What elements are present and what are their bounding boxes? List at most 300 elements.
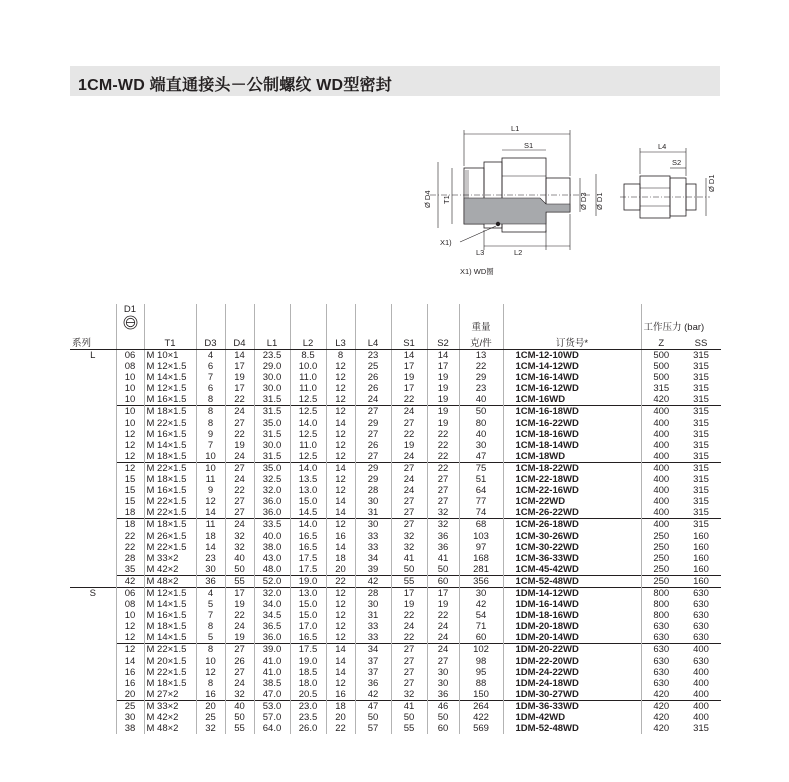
cell-d4: 50: [225, 712, 254, 723]
cell-d3: 9: [196, 485, 225, 496]
table-row: [70, 689, 721, 701]
cell-series: [70, 361, 116, 372]
table-row: [70, 542, 721, 553]
cell-weight: 102: [459, 644, 503, 656]
cell-s1: 22: [391, 632, 427, 644]
cell-order-number: 1CM-22-16WD: [503, 485, 641, 496]
cell-l3: 12: [326, 394, 355, 406]
cell-l1: 57.0: [254, 712, 290, 723]
cell-l1: 36.0: [254, 507, 290, 519]
cell-l4: 25: [355, 361, 391, 372]
label-d4: Ø D4: [423, 190, 432, 208]
cell-series: S: [70, 587, 116, 599]
cell-d1: 10: [116, 418, 144, 429]
cell-weight: 98: [459, 656, 503, 667]
label-d1-side: Ø D1: [707, 174, 716, 192]
cell-d4: 17: [225, 383, 254, 394]
cell-weight: 569: [459, 723, 503, 734]
cell-d1: 12: [116, 632, 144, 644]
cell-l4: 30: [355, 599, 391, 610]
cell-s1: 50: [391, 564, 427, 576]
cell-l1: 36.5: [254, 621, 290, 632]
cell-pressure-z: 250: [641, 531, 681, 542]
table-row: [70, 383, 721, 394]
cell-l2: 12.5: [290, 451, 326, 463]
cell-t1: M 27×2: [144, 689, 196, 701]
cell-series: [70, 656, 116, 667]
cell-t1: M 22×1.5: [144, 542, 196, 553]
label-t1: T1: [442, 195, 451, 204]
cell-weight: 42: [459, 599, 503, 610]
cell-t1: M 33×2: [144, 700, 196, 712]
cell-l3: 22: [326, 723, 355, 734]
table-row: [70, 394, 721, 406]
cell-d3: 25: [196, 712, 225, 723]
cell-s1: 27: [391, 418, 427, 429]
cell-l3: 12: [326, 599, 355, 610]
cell-pressure-ss: 315: [693, 350, 709, 361]
cell-pressure-ss: 160: [693, 541, 709, 553]
cell-l3: 14: [326, 496, 355, 507]
cell-l2: 12.5: [290, 406, 326, 418]
cell-l4: 26: [355, 383, 391, 394]
table-row: [70, 723, 721, 734]
cell-d4: 27: [225, 667, 254, 678]
cell-d4: 32: [225, 531, 254, 542]
cell-d4: 22: [225, 394, 254, 406]
spec-table-body: [70, 350, 721, 735]
cell-pressure-z: 420: [641, 712, 681, 723]
cell-d1: 18: [116, 519, 144, 531]
table-row: [70, 440, 721, 451]
cell-s2: 22: [427, 440, 459, 451]
cell-d3: 10: [196, 656, 225, 667]
cell-l3: 18: [326, 553, 355, 564]
cell-pressure-ss: 630: [693, 610, 709, 622]
cell-pressure-z: 400: [641, 519, 681, 531]
cell-d1: 16: [116, 667, 144, 678]
table-row: [70, 564, 721, 576]
cell-pressure-z: 420: [641, 700, 681, 712]
cell-pressure-z: 800: [641, 599, 681, 610]
cell-series: [70, 440, 116, 451]
cell-pressure-ss: 160: [681, 575, 721, 587]
cell-d3: 8: [196, 406, 225, 418]
cell-d1: 15: [116, 474, 144, 485]
cell-l2: 23.0: [290, 700, 326, 712]
cell-l1: 23.5: [254, 350, 290, 362]
cell-order-number: 1CM-45-42WD: [503, 564, 641, 576]
cell-order-number: 1CM-12-10WD: [503, 350, 641, 362]
cell-d4: 19: [225, 372, 254, 383]
cell-pressure-ss: 160: [693, 563, 709, 575]
cell-pressure-ss: 400: [693, 677, 709, 689]
cell-pressure-ss: 315: [693, 372, 709, 384]
cell-pressure-ss: 630: [693, 655, 709, 667]
cell-weight: 29: [459, 372, 503, 383]
cell-l4: 33: [355, 531, 391, 542]
cell-d1: 12: [116, 621, 144, 632]
cell-pressure-ss: 630: [693, 632, 709, 644]
cell-d3: 8: [196, 621, 225, 632]
cell-order-number: 1CM-14-12WD: [503, 361, 641, 372]
cell-l1: 47.0: [254, 689, 290, 701]
cell-order-number: 1CM-30-26WD: [503, 531, 641, 542]
cell-order-number: 1CM-18-22WD: [503, 462, 641, 474]
cell-s1: 22: [391, 610, 427, 621]
cell-s2: 60: [427, 575, 459, 587]
cell-d3: 7: [196, 440, 225, 451]
cell-d1: 12: [116, 462, 144, 474]
cell-l1: 31.5: [254, 406, 290, 418]
cell-d1: 15: [116, 496, 144, 507]
cell-l2: 17.0: [290, 621, 326, 632]
cell-series: [70, 610, 116, 621]
table-row: [70, 656, 721, 667]
cell-l3: 18: [326, 700, 355, 712]
cell-order-number: 1CM-16WD: [503, 394, 641, 406]
cell-pressure-ss: 315: [693, 485, 709, 497]
cell-l1: 53.0: [254, 700, 290, 712]
cell-l4: 57: [355, 723, 391, 734]
cell-t1: M 16×1.5: [144, 610, 196, 621]
cell-order-number: 1CM-22WD: [503, 496, 641, 507]
cell-weight: 103: [459, 531, 503, 542]
cell-l4: 26: [355, 372, 391, 383]
cell-s1: 41: [391, 700, 427, 712]
cell-d3: 32: [196, 723, 225, 734]
cell-order-number: 1CM-18-16WD: [503, 429, 641, 440]
cell-order-number: 1DM-36-33WD: [503, 700, 641, 712]
cell-l4: 50: [355, 712, 391, 723]
cell-l3: 12: [326, 678, 355, 689]
cell-l1: 43.0: [254, 553, 290, 564]
cell-l4: 27: [355, 406, 391, 418]
cell-s2: 60: [427, 723, 459, 734]
cell-l4: 42: [355, 689, 391, 701]
cell-order-number: 1DM-20-18WD: [503, 621, 641, 632]
cell-pressure-z: 420: [641, 723, 681, 734]
col-d1-label: D1: [123, 304, 137, 315]
cell-d3: 16: [196, 689, 225, 701]
cell-series: [70, 519, 116, 531]
cell-d3: 11: [196, 519, 225, 531]
cell-l2: 14.0: [290, 462, 326, 474]
cell-s1: 17: [391, 383, 427, 394]
cell-s1: 24: [391, 474, 427, 485]
cell-pressure-z: 400: [641, 496, 681, 507]
cell-t1: M 20×1.5: [144, 656, 196, 667]
cell-weight: 50: [459, 406, 503, 418]
cell-d1: 06: [116, 587, 144, 599]
table-row: [70, 531, 721, 542]
cell-l3: 12: [326, 406, 355, 418]
cell-d4: 17: [225, 361, 254, 372]
col-l3: L3: [326, 333, 355, 350]
cell-order-number: 1CM-30-22WD: [503, 542, 641, 553]
col-series: 系列: [70, 333, 116, 350]
cell-pressure-z: 400: [641, 485, 681, 496]
table-row: [70, 350, 721, 362]
cell-pressure-ss: 315: [681, 519, 721, 531]
cell-l2: 10.0: [290, 361, 326, 372]
cell-t1: M 22×1.5: [144, 507, 196, 519]
cell-order-number: 1DM-42WD: [503, 712, 641, 723]
cell-l1: 38.0: [254, 542, 290, 553]
col-order: 订货号*: [503, 333, 641, 350]
cell-l2: 17.5: [290, 564, 326, 576]
table-row: [70, 519, 721, 531]
cell-t1: M 22×1.5: [144, 418, 196, 429]
cell-l4: 30: [355, 496, 391, 507]
cell-pressure-ss: 400: [693, 712, 709, 723]
cell-weight: 281: [459, 564, 503, 576]
table-row: [70, 712, 721, 723]
cell-s2: 46: [427, 700, 459, 712]
cell-weight: 23: [459, 383, 503, 394]
cell-series: [70, 429, 116, 440]
cell-s1: 19: [391, 372, 427, 383]
table-row: [70, 507, 721, 519]
cell-d3: 7: [196, 372, 225, 383]
cell-order-number: 1DM-24-18WD: [503, 678, 641, 689]
cell-l3: 12: [326, 621, 355, 632]
cell-l3: 14: [326, 667, 355, 678]
label-s1: S1: [524, 141, 534, 150]
table-row: [70, 418, 721, 429]
cell-d4: 40: [225, 553, 254, 564]
cell-series: [70, 712, 116, 723]
label-d1: Ø D1: [595, 192, 604, 210]
cell-l3: 20: [326, 712, 355, 723]
cell-d3: 5: [196, 599, 225, 610]
cell-series: [70, 474, 116, 485]
col-ss: SS: [681, 333, 721, 350]
cell-l3: 12: [326, 632, 355, 644]
cell-s2: 24: [427, 632, 459, 644]
cell-l2: 16.5: [290, 531, 326, 542]
cell-l1: 41.0: [254, 667, 290, 678]
cell-s1: 19: [391, 440, 427, 451]
cell-l2: 17.5: [290, 553, 326, 564]
table-row: [70, 575, 721, 587]
cell-s1: 27: [391, 656, 427, 667]
cell-pressure-z: 800: [641, 610, 681, 621]
cell-pressure-ss: 315: [693, 496, 709, 508]
cell-l2: 16.5: [290, 632, 326, 644]
cell-l3: 8: [326, 350, 355, 362]
cell-d1: 18: [116, 507, 144, 519]
cell-d1: 22: [116, 542, 144, 553]
x1-leader: [460, 226, 496, 242]
cell-d1: 22: [116, 531, 144, 542]
cell-t1: M 14×1.5: [144, 440, 196, 451]
cell-series: [70, 531, 116, 542]
label-s2: S2: [672, 158, 682, 167]
cell-l3: 12: [326, 361, 355, 372]
cell-series: [70, 507, 116, 519]
cell-pressure-z: 250: [641, 564, 681, 576]
cell-l2: 15.0: [290, 610, 326, 621]
cell-t1: M 16×1.5: [144, 485, 196, 496]
cell-s2: 19: [427, 383, 459, 394]
cell-pressure-z: 630: [641, 656, 681, 667]
cell-t1: M 22×1.5: [144, 496, 196, 507]
cell-l1: 30.0: [254, 383, 290, 394]
cell-s2: 19: [427, 372, 459, 383]
cell-l2: 14.0: [290, 519, 326, 531]
cell-s2: 17: [427, 361, 459, 372]
cell-weight: 64: [459, 485, 503, 496]
cell-series: [70, 485, 116, 496]
cell-d4: 22: [225, 610, 254, 621]
page-title: 1CM-WD 端直通接头－公制螺纹 WD型密封: [78, 77, 392, 94]
cell-pressure-z: 400: [641, 406, 681, 418]
cell-weight: 97: [459, 542, 503, 553]
cell-d1: 12: [116, 440, 144, 451]
cell-series: [70, 564, 116, 576]
cell-pressure-ss: 315: [693, 450, 709, 462]
cell-d4: 24: [225, 474, 254, 485]
cell-l3: 12: [326, 429, 355, 440]
cell-d1: 42: [116, 575, 144, 587]
cell-l2: 17.5: [290, 644, 326, 656]
cell-pressure-z: 420: [641, 689, 681, 701]
cell-l2: 11.0: [290, 440, 326, 451]
col-l4: L4: [355, 333, 391, 350]
cell-l4: 31: [355, 507, 391, 519]
cell-t1: M 16×1.5: [144, 394, 196, 406]
cell-d1: 25: [116, 700, 144, 712]
cell-weight: 80: [459, 418, 503, 429]
label-d3: Ø D3: [579, 192, 588, 210]
technical-drawing: [400, 118, 730, 283]
cell-d4: 50: [225, 564, 254, 576]
cell-l2: 12.5: [290, 429, 326, 440]
cell-d3: 36: [196, 575, 225, 587]
cell-t1: M 22×1.5: [144, 644, 196, 656]
cell-d4: 24: [225, 621, 254, 632]
cell-order-number: 1DM-30-27WD: [503, 689, 641, 701]
cell-t1: M 48×2: [144, 575, 196, 587]
cell-d3: 10: [196, 462, 225, 474]
label-l1: L1: [511, 124, 520, 133]
cell-l3: 14: [326, 656, 355, 667]
cell-s1: 17: [391, 587, 427, 599]
cell-d3: 8: [196, 644, 225, 656]
cell-l3: 16: [326, 531, 355, 542]
table-row: [70, 553, 721, 564]
cell-d3: 8: [196, 394, 225, 406]
cell-s2: 22: [427, 429, 459, 440]
cell-series: [70, 700, 116, 712]
cell-order-number: 1CM-16-14WD: [503, 372, 641, 383]
cell-series: [70, 496, 116, 507]
cell-pressure-ss: 630: [681, 587, 721, 599]
cell-d3: 8: [196, 418, 225, 429]
cell-l3: 12: [326, 610, 355, 621]
cell-s1: 27: [391, 678, 427, 689]
section-hatch: [464, 198, 570, 224]
cell-s2: 19: [427, 418, 459, 429]
cell-s1: 17: [391, 361, 427, 372]
cell-series: [70, 667, 116, 678]
cell-order-number: 1DM-52-48WD: [503, 723, 641, 734]
cell-t1: M 48×2: [144, 723, 196, 734]
cell-l2: 13.0: [290, 485, 326, 496]
cell-l4: 47: [355, 700, 391, 712]
cell-pressure-z: 630: [641, 678, 681, 689]
cell-pressure-z: 630: [641, 644, 681, 656]
cell-d1: 35: [116, 564, 144, 576]
cell-l2: 26.0: [290, 723, 326, 734]
cell-s2: 19: [427, 406, 459, 418]
cell-d3: 23: [196, 553, 225, 564]
cell-d4: 55: [225, 723, 254, 734]
cell-l1: 39.0: [254, 644, 290, 656]
cell-l1: 52.0: [254, 575, 290, 587]
cell-t1: M 22×1.5: [144, 462, 196, 474]
cell-s2: 30: [427, 667, 459, 678]
cell-pressure-z: 500: [641, 350, 681, 362]
cell-pressure-z: 400: [641, 418, 681, 429]
cell-l1: 33.5: [254, 519, 290, 531]
cell-weight: 168: [459, 553, 503, 564]
cell-d4: 32: [225, 689, 254, 701]
cell-pressure-z: 250: [641, 542, 681, 553]
cell-order-number: 1CM-22-18WD: [503, 474, 641, 485]
cell-d4: 26: [225, 656, 254, 667]
cell-pressure-z: 250: [641, 575, 681, 587]
cell-order-number: 1CM-18-14WD: [503, 440, 641, 451]
cell-s2: 22: [427, 462, 459, 474]
wd-seal-ring: [496, 222, 500, 226]
cell-l4: 33: [355, 621, 391, 632]
cell-weight: 51: [459, 474, 503, 485]
cell-l4: 34: [355, 553, 391, 564]
cell-t1: M 18×1.5: [144, 474, 196, 485]
cell-pressure-ss: 630: [693, 621, 709, 633]
cell-pressure-ss: 315: [681, 406, 721, 418]
col-l1: L1: [254, 333, 290, 350]
cell-order-number: 1CM-26-22WD: [503, 507, 641, 519]
cell-order-number: 1CM-16-22WD: [503, 418, 641, 429]
cell-l1: 36.0: [254, 496, 290, 507]
cell-order-number: 1CM-16-12WD: [503, 383, 641, 394]
cell-series: [70, 542, 116, 553]
cell-pressure-z: 315: [641, 383, 681, 394]
col-d4: D4: [225, 333, 254, 350]
cell-weight: 40: [459, 394, 503, 406]
cell-s1: 55: [391, 575, 427, 587]
cell-t1: M 12×1.5: [144, 587, 196, 599]
cell-l4: 23: [355, 350, 391, 362]
cell-pressure-z: 630: [641, 667, 681, 678]
cell-weight: 264: [459, 700, 503, 712]
cell-series: L: [90, 350, 96, 361]
spec-table: [70, 304, 721, 734]
cell-s2: 24: [427, 644, 459, 656]
cell-pressure-z: 630: [641, 621, 681, 632]
cell-pressure-ss: 315: [693, 474, 709, 486]
cell-l2: 13.5: [290, 474, 326, 485]
cell-l1: 30.0: [254, 440, 290, 451]
cell-l3: 12: [326, 451, 355, 463]
cell-s2: 32: [427, 507, 459, 519]
cell-series: [70, 632, 116, 644]
cell-l2: 19.0: [290, 656, 326, 667]
table-row: [70, 451, 721, 463]
